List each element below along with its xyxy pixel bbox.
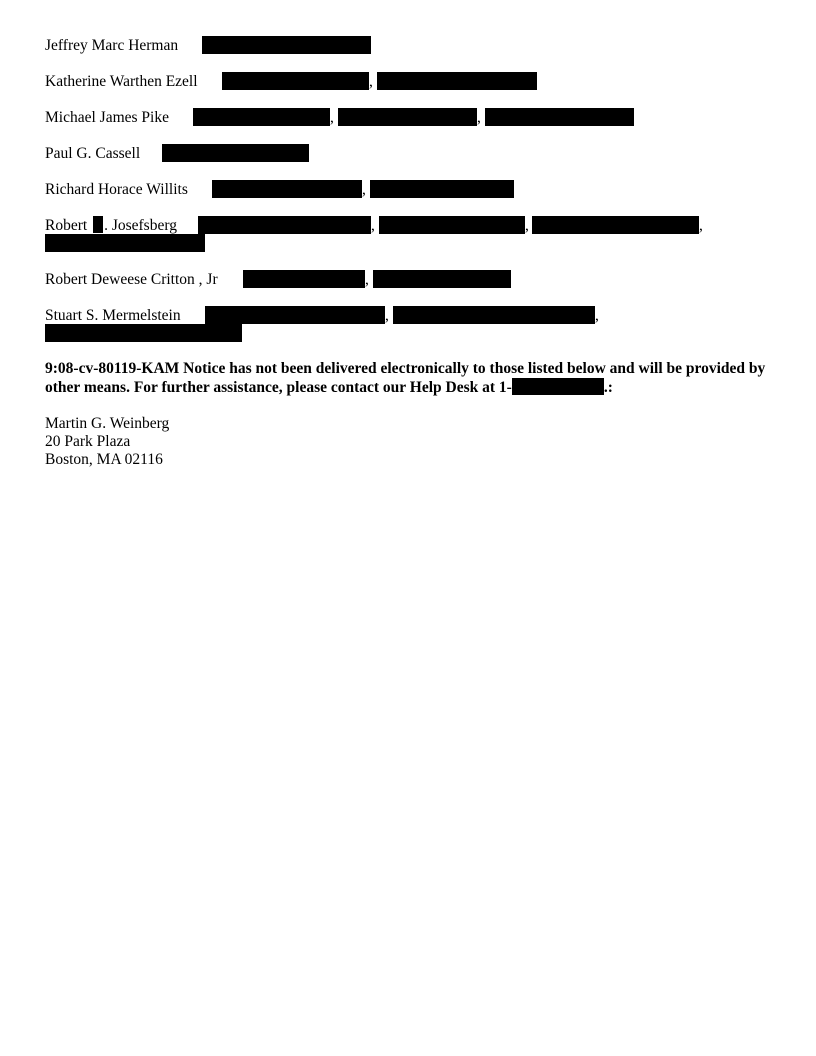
separator: , — [369, 73, 373, 90]
mailing-address — [45, 415, 169, 469]
notice-text-end: .: — [603, 379, 613, 396]
redacted-initial — [93, 216, 103, 233]
address-name: Martin G. Weinberg — [45, 415, 170, 432]
redacted-email — [205, 306, 385, 324]
redacted-email — [379, 216, 525, 234]
redacted-email — [377, 72, 537, 90]
recipient-name: Stuart S. Mermelstein — [45, 307, 181, 324]
redacted-email — [162, 144, 309, 162]
separator: , — [477, 109, 481, 126]
redacted-email — [45, 234, 205, 252]
redacted-email — [373, 270, 511, 288]
redacted-email — [338, 108, 477, 126]
separator: , — [385, 307, 389, 324]
redacted-email — [485, 108, 634, 126]
redacted-email — [532, 216, 699, 234]
redacted-email — [193, 108, 330, 126]
separator: , — [330, 109, 334, 126]
notice-paragraph — [45, 360, 775, 397]
recipient-name: Michael James Pike — [45, 109, 169, 126]
recipient-name — [45, 216, 177, 236]
recipient-name-suffix: . Josefsberg — [104, 217, 177, 234]
recipient-name: Jeffrey Marc Herman — [45, 37, 179, 54]
recipient-name: Katherine Warthen Ezell — [45, 73, 198, 90]
redacted-email — [370, 180, 514, 198]
separator: , — [371, 217, 375, 234]
separator: , — [525, 217, 529, 234]
notice-text: 9:08-cv-80119-KAM Notice has not been delivered electronically to those listed below and will be provided by other means. For further assistance, please contact our Help Desk at 1- — [45, 360, 766, 396]
separator: , — [595, 307, 599, 324]
redacted-email — [45, 324, 242, 342]
redacted-email — [243, 270, 365, 288]
recipient-name: Richard Horace Willits — [45, 181, 188, 198]
redacted-email — [212, 180, 362, 198]
address-street: 20 Park Plaza — [45, 433, 131, 450]
redacted-email — [222, 72, 369, 90]
redacted-email — [202, 36, 371, 54]
redacted-email — [393, 306, 595, 324]
separator: , — [365, 271, 369, 288]
recipient-name: Robert Deweese Critton , Jr — [45, 271, 218, 288]
separator: , — [362, 181, 366, 198]
recipient-name-prefix: Robert — [45, 217, 88, 234]
redacted-phone — [512, 378, 604, 395]
separator: , — [699, 217, 703, 234]
address-city-state-zip: Boston, MA 02116 — [45, 451, 163, 468]
recipient-name: Paul G. Cassell — [45, 145, 141, 162]
redacted-email — [198, 216, 371, 234]
